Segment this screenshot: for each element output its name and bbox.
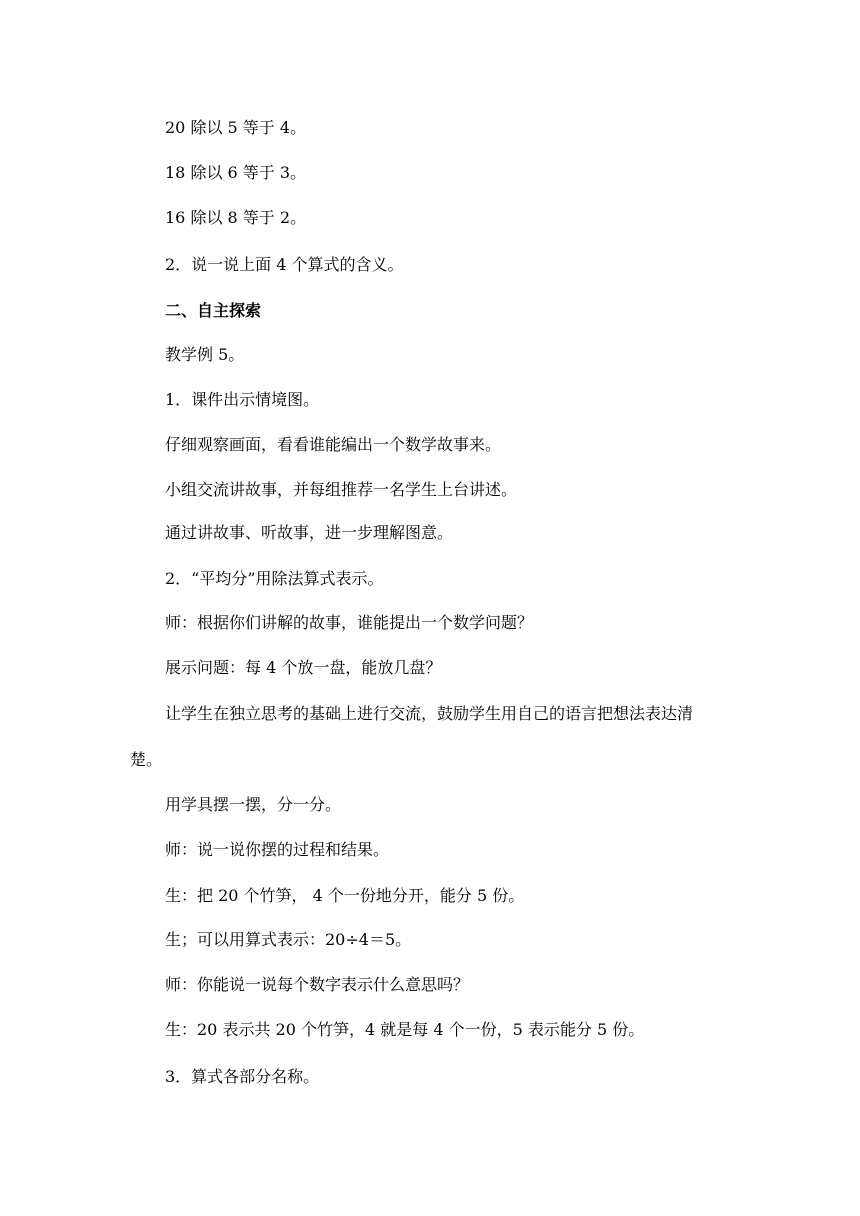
text-line-6: 教学例 5。 <box>165 345 245 364</box>
text-line-4: 2．说一说上面 4 个算式的含义。 <box>165 255 404 274</box>
text-line-18: 生：把 20 个竹笋， 4 个一份地分开，能分 5 份。 <box>165 886 525 905</box>
text-line-1: 20 除以 5 等于 4。 <box>165 118 307 137</box>
text-line-21: 生：20 表示共 20 个竹笋，4 就是每 4 个一份，5 表示能分 5 份。 <box>165 1020 645 1039</box>
text-line-19: 生；可以用算式表示：20÷4＝5。 <box>165 930 412 949</box>
text-line-10: 通过讲故事、听故事，进一步理解图意。 <box>165 523 454 542</box>
text-line-17: 师：说一说你摆的过程和结果。 <box>165 840 390 859</box>
section-heading: 二、自主探索 <box>165 301 262 320</box>
text-line-2: 18 除以 6 等于 3。 <box>165 163 307 182</box>
text-line-12: 师：根据你们讲解的故事，谁能提出一个数学问题？ <box>165 613 534 632</box>
text-line-8: 仔细观察画面，看看谁能编出一个数学故事来。 <box>165 435 502 454</box>
text-line-7: 1．课件出示情境图。 <box>165 390 320 409</box>
text-line-22: 3．算式各部分名称。 <box>165 1067 320 1086</box>
text-line-13: 展示问题：每 4 个放一盘，能放几盘？ <box>165 658 442 677</box>
text-line-20: 师：你能说一说每个数字表示什么意思吗？ <box>165 975 470 994</box>
text-line-11: 2．“平均分”用除法算式表示。 <box>165 569 384 588</box>
text-line-15: 楚。 <box>130 750 163 769</box>
text-line-3: 16 除以 8 等于 2。 <box>165 208 307 227</box>
text-line-9: 小组交流讲故事，并每组推荐一名学生上台讲述。 <box>165 480 518 499</box>
text-line-16: 用学具摆一摆，分一分。 <box>165 795 342 814</box>
text-line-14: 让学生在独立思考的基础上进行交流，鼓励学生用自己的语言把想法表达清 <box>165 704 694 723</box>
